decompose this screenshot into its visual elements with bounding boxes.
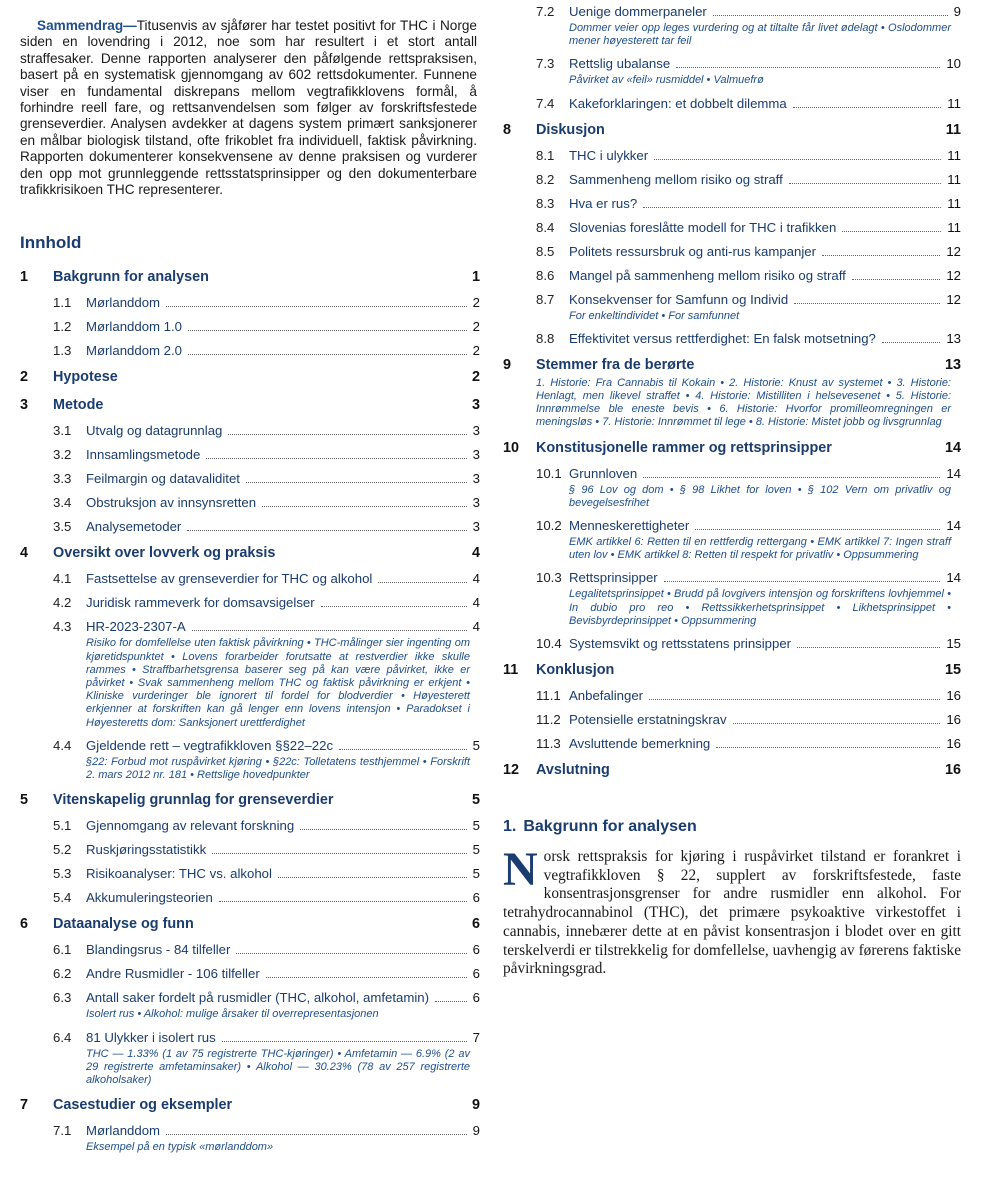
toc-section-number: 3	[20, 397, 29, 414]
toc-leader-dots	[882, 342, 940, 343]
toc-leader-dots	[166, 1134, 467, 1135]
toc-section-number: 4	[20, 545, 29, 562]
toc-section-page: 2	[471, 369, 480, 386]
toc-section-6[interactable]	[20, 916, 480, 934]
toc-subsection-number: 1.2	[53, 319, 72, 335]
toc-subsection-title[interactable]: Juridisk rammeverk for domsavsigelser	[86, 595, 315, 611]
toc-subsection-title[interactable]: Avsluttende bemerkning	[569, 736, 711, 752]
toc-leader-dots	[188, 354, 467, 355]
toc-subsection-number: 5.4	[53, 890, 72, 906]
toc-subsection-page: 14	[946, 518, 961, 534]
toc-leader-dots	[793, 107, 942, 108]
toc-subsection-number: 1.1	[53, 295, 72, 311]
toc-section-details: 1. Historie: Fra Cannabis til Kokain • 2. Historie: Knust av systemet • 3. Historie: Henlagt, men likevel straffet • 4. Historie: Mistilliten i helsevesenet • 5. Historie: Innrømmelse ble eneste bevis • 6. Historie: Hvorfor promilleomregningen er meningsløs • 7. Historie: Innrømmet til lege • 8. Historie: Mistet jobb og livsgrunnlag	[536, 376, 951, 429]
toc-subsection-title[interactable]: Gjennomgang av relevant forskning	[86, 818, 295, 834]
toc-subsection-title[interactable]: Blandingsrus - 84 tilfeller	[86, 942, 231, 958]
toc-subsection-page: 4	[472, 571, 480, 587]
toc-subsection-number: 4.3	[53, 619, 72, 635]
toc-leader-dots	[246, 482, 467, 483]
toc-subsection-8-6[interactable]	[503, 268, 961, 284]
toc-leader-dots	[266, 977, 467, 978]
toc-subsection-number: 6.1	[53, 942, 72, 958]
toc-subsection-6-3[interactable]	[20, 990, 480, 1006]
toc-subsection-number: 10.2	[536, 518, 562, 534]
toc-section-number: 9	[503, 356, 512, 373]
toc-section-number: 10	[503, 439, 520, 456]
toc-subsection-3-5[interactable]	[20, 519, 480, 535]
toc-subsection-number: 6.4	[53, 1029, 72, 1045]
toc-subsection-title[interactable]: Gjeldende rett – vegtrafikkloven §§22–22c	[86, 737, 334, 753]
toc-section-number: 6	[20, 916, 29, 933]
toc-subsection-page: 13	[946, 330, 961, 346]
toc-subsection-number: 4.2	[53, 595, 72, 611]
toc-subsection-title[interactable]: Obstruksjon av innsynsretten	[86, 495, 257, 511]
toc-subsection-page: 11	[947, 195, 961, 211]
toc-left	[20, 269, 480, 1154]
toc-subsection-number: 4.4	[53, 737, 72, 753]
toc-subsection-title[interactable]: Antall saker fordelt på rusmidler (THC, alkohol, amfetamin)	[86, 990, 429, 1006]
toc-leader-dots	[378, 582, 466, 583]
toc-subsection-page: 2	[472, 319, 480, 335]
toc-subsection-1-3[interactable]	[20, 343, 480, 359]
toc-leader-dots	[278, 877, 467, 878]
toc-subsection-3-3[interactable]	[20, 471, 480, 487]
toc-section-number: 1	[20, 269, 29, 286]
toc-subsection-4-1[interactable]	[20, 571, 480, 587]
toc-subsection-title[interactable]: Politets ressursbruk og anti-rus kampanjer	[569, 243, 817, 259]
toc-subsection-number: 3.3	[53, 471, 72, 487]
toc-subsection-page: 11	[947, 147, 961, 163]
toc-subsection-title[interactable]: Risikoanalyser: THC vs. alkohol	[86, 866, 272, 882]
toc-subsection-number: 11.2	[536, 712, 561, 728]
toc-leader-dots	[654, 159, 941, 160]
toc-subsection-title[interactable]: Mørlanddom	[86, 1123, 161, 1139]
toc-section-7[interactable]	[20, 1097, 480, 1115]
toc-subsection-number: 7.3	[536, 56, 555, 72]
toc-subsection-page: 3	[472, 423, 480, 439]
toc-section-12[interactable]	[503, 762, 961, 780]
toc-subsection-5-4[interactable]	[20, 890, 480, 906]
toc-subsection-page: 3	[472, 495, 480, 511]
toc-subsection-page: 6	[472, 966, 480, 982]
toc-subsection-title[interactable]: Rettsprinsipper	[569, 570, 658, 586]
toc-section-number: 11	[503, 662, 519, 679]
toc-subsection-title[interactable]: 81 Ulykker i isolert rus	[86, 1029, 216, 1045]
toc-section-number: 12	[503, 762, 520, 779]
toc-subsection-number: 3.5	[53, 519, 72, 535]
toc-subsection-3-4[interactable]	[20, 495, 480, 511]
toc-section-page: 3	[471, 397, 480, 414]
toc-subsection-details: § 96 Lov og dom • § 98 Likhet for loven • § 102 Vern om privatliv og bevegelsesfrihet	[569, 483, 951, 509]
toc-subsection-7-2[interactable]	[503, 4, 961, 20]
toc-leader-dots	[166, 306, 467, 307]
toc-section-title[interactable]: Vitenskapelig grunnlag for grenseverdier	[53, 792, 334, 809]
toc-section-title[interactable]: Konklusjon	[536, 662, 615, 679]
toc-section-page: 11	[945, 121, 961, 138]
toc-subsection-page: 3	[472, 471, 480, 487]
toc-section-page: 4	[471, 545, 480, 562]
toc-subsection-title[interactable]: Mørlanddom	[86, 295, 161, 311]
toc-subsection-page: 5	[472, 842, 480, 858]
toc-subsection-title[interactable]: Menneskerettigheter	[569, 518, 690, 534]
toc-subsection-number: 8.8	[536, 330, 555, 346]
toc-subsection-title[interactable]: Grunnloven	[569, 465, 638, 481]
toc-leader-dots	[262, 506, 467, 507]
toc-subsection-details: EMK artikkel 6: Retten til en rettferdig rettergang • EMK artikkel 7: Ingen straff uten lov • EMK artikkel 8: Retten til respekt for privatliv • Oppsummering	[569, 536, 951, 562]
toc-leader-dots	[695, 529, 940, 530]
toc-subsection-number: 5.2	[53, 842, 72, 858]
toc-section-page: 6	[471, 916, 480, 933]
toc-subsection-title[interactable]: Akkumuleringsteorien	[86, 890, 213, 906]
toc-section-title[interactable]: Dataanalyse og funn	[53, 916, 194, 933]
toc-subsection-10-4[interactable]	[503, 636, 961, 652]
toc-subsection-title[interactable]: Effektivitet versus rettferdighet: En falsk motsetning?	[569, 330, 876, 346]
toc-subsection-number: 8.6	[536, 267, 555, 283]
toc-subsection-title[interactable]: THC i ulykker	[569, 147, 649, 163]
toc-subsection-page: 2	[472, 295, 480, 311]
toc-subsection-number: 6.2	[53, 966, 72, 982]
toc-subsection-number: 7.4	[536, 95, 555, 111]
toc-leader-dots	[188, 330, 467, 331]
abstract-text: Titusenvis av sjåfører har testet positivt for THC i Norge siden en lovendring i 2012, noe som har resultert i et stort antall straffesaker. Denne rapporten analyserer den påfølgende rettspraksisen, basert på en systematisk gjennomgang av 602 rettsdokumenter. Funnene viser en fundamental diskrepans mellom vegtrafikklovens formål, å forhindre reell fare, og rettsanvendelsen som følger av forskriftsfestede grenseverdier. Analysen avdekker at dagens system primært sanksjonerer en målbar biologisk tilstand, ofte frikoblet fra individuell, faktisk påvirkning. Rapporten dokumenterer konsekvensene av denne praksisen og vurderer den opp mot grunnleggende rettsstatsprinsipper og den dokumenterbare trafikkrisikoen THC representerer.	[20, 18, 477, 198]
toc-subsection-number: 11.1	[536, 688, 561, 704]
toc-subsection-number: 10.1	[536, 465, 562, 481]
toc-subsection-title[interactable]: Utvalg og datagrunnlag	[86, 423, 223, 439]
toc-section-page: 13	[944, 356, 961, 373]
toc-subsection-page: 4	[472, 595, 480, 611]
toc-subsection-page: 6	[472, 942, 480, 958]
toc-subsection-details: Dommer veier opp leges vurdering og at tiltalte får livet ødelagt • Oslodommer mener høyesterett tar feil	[569, 22, 951, 48]
toc-leader-dots	[222, 1041, 467, 1042]
toc-subsection-number: 6.3	[53, 990, 72, 1006]
toc-section-page: 15	[944, 662, 961, 679]
toc-subsection-number: 10.4	[536, 636, 562, 652]
toc-subsection-11-3[interactable]	[503, 736, 961, 752]
toc-subsection-8-2[interactable]	[503, 172, 961, 188]
dropcap: N	[503, 843, 538, 897]
toc-leader-dots	[187, 530, 466, 531]
toc-subsection-1-1[interactable]	[20, 295, 480, 311]
toc-subsection-page: 11	[947, 219, 961, 235]
right-column	[503, 4, 961, 979]
toc-subsection-11-1[interactable]	[503, 688, 961, 704]
toc-leader-dots	[649, 699, 940, 700]
toc-section-title[interactable]: Casestudier og eksempler	[53, 1097, 233, 1114]
toc-subsection-details: THC — 1.33% (1 av 75 registrerte THC-kjøringer) • Amfetamin — 6.9% (2 av 29 registrerte amfetaminsaker) • Alkohol — 30.23% (78 av 257 registrerte alkoholsaker)	[86, 1047, 470, 1086]
toc-subsection-title[interactable]: Slovenias foreslåtte modell for THC i trafikken	[569, 219, 837, 235]
toc-subsection-page: 9	[953, 4, 961, 19]
toc-leader-dots	[822, 255, 940, 256]
toc-leader-dots	[733, 723, 941, 724]
toc-section-page: 14	[944, 439, 961, 456]
toc-subsection-number: 7.2	[536, 4, 555, 19]
toc-subsection-10-3[interactable]	[503, 570, 961, 586]
toc-subsection-page: 11	[947, 95, 961, 111]
toc-section-2[interactable]	[20, 369, 480, 387]
toc-leader-dots	[676, 67, 940, 68]
toc-subsection-page: 6	[472, 990, 480, 1006]
toc-subsection-4-3[interactable]	[20, 619, 480, 635]
toc-subsection-details: Eksempel på en typisk «mørlanddom»	[86, 1141, 274, 1154]
toc-subsection-page: 12	[946, 267, 961, 283]
toc-leader-dots	[192, 630, 467, 631]
toc-leader-dots	[435, 1001, 467, 1002]
toc-subsection-5-2[interactable]	[20, 842, 480, 858]
toc-subsection-1-2[interactable]	[20, 319, 480, 335]
toc-subsection-title[interactable]: HR-2023-2307-A	[86, 619, 186, 635]
toc-subsection-page: 5	[472, 866, 480, 882]
abstract	[20, 18, 480, 198]
toc-section-title[interactable]: Metode	[53, 397, 104, 414]
toc-subsection-number: 11.3	[536, 736, 561, 752]
toc-section-title[interactable]: Avslutning	[536, 762, 610, 779]
toc-title: Innhold	[20, 233, 82, 253]
toc-subsection-page: 2	[472, 343, 480, 359]
toc-subsection-number: 3.4	[53, 495, 72, 511]
toc-section-11[interactable]	[503, 662, 961, 680]
toc-leader-dots	[789, 183, 942, 184]
toc-leader-dots	[716, 747, 940, 748]
toc-subsection-title[interactable]: Mørlanddom 1.0	[86, 319, 183, 335]
toc-subsection-10-1[interactable]	[503, 466, 961, 482]
toc-subsection-title[interactable]: Fastsettelse av grenseverdier for THC og alkohol	[86, 571, 373, 587]
abstract-lead: Sammendrag—	[37, 18, 137, 33]
toc-subsection-7-1[interactable]	[20, 1123, 480, 1139]
toc-subsection-3-1[interactable]	[20, 423, 480, 439]
toc-subsection-title[interactable]: Uenige dommerpaneler	[569, 4, 707, 19]
toc-subsection-number: 8.4	[536, 219, 555, 235]
toc-leader-dots	[206, 458, 466, 459]
toc-subsection-page: 16	[946, 712, 961, 728]
toc-leader-dots	[842, 231, 941, 232]
toc-subsection-11-2[interactable]	[503, 712, 961, 728]
toc-subsection-title[interactable]: Analysemetoder	[86, 519, 182, 535]
toc-subsection-title[interactable]: Konsekvenser for Samfunn og Individ	[569, 291, 789, 307]
toc-subsection-details: Isolert rus • Alkohol: mulige årsaker til overrepresentasjonen	[86, 1008, 379, 1021]
toc-subsection-title[interactable]: Hva er rus?	[569, 195, 638, 211]
toc-subsection-6-1[interactable]	[20, 942, 480, 958]
toc-subsection-page: 16	[946, 688, 961, 704]
toc-leader-dots	[643, 207, 941, 208]
toc-leader-dots	[300, 829, 466, 830]
toc-subsection-page: 4	[472, 619, 480, 635]
toc-subsection-5-3[interactable]	[20, 866, 480, 882]
toc-leader-dots	[797, 647, 940, 648]
toc-section-number: 7	[20, 1097, 29, 1114]
toc-subsection-number: 7.1	[53, 1123, 72, 1139]
toc-leader-dots	[794, 303, 940, 304]
toc-subsection-8-4[interactable]	[503, 220, 961, 236]
toc-subsection-details: Påvirket av «feil» rusmiddel • Valmuefrø	[569, 74, 764, 87]
toc-section-page: 9	[471, 1097, 480, 1114]
toc-subsection-number: 8.5	[536, 243, 555, 259]
toc-leader-dots	[228, 434, 466, 435]
toc-subsection-page: 3	[472, 519, 480, 535]
toc-leader-dots	[212, 853, 466, 854]
toc-subsection-4-2[interactable]	[20, 595, 480, 611]
toc-section-number: 2	[20, 369, 29, 386]
toc-leader-dots	[643, 477, 940, 478]
toc-subsection-title[interactable]: Anbefalinger	[569, 688, 644, 704]
toc-subsection-page: 3	[472, 447, 480, 463]
toc-leader-dots	[713, 15, 948, 16]
toc-section-9[interactable]	[503, 357, 961, 375]
toc-subsection-7-4[interactable]	[503, 96, 961, 112]
toc-subsection-title[interactable]: Innsamlingsmetode	[86, 447, 201, 463]
toc-subsection-number: 5.3	[53, 866, 72, 882]
section-body	[503, 843, 961, 979]
toc-section-5[interactable]	[20, 792, 480, 810]
toc-section-title[interactable]: Diskusjon	[536, 121, 605, 138]
toc-section-number: 5	[20, 792, 29, 809]
toc-subsection-number: 10.3	[536, 570, 562, 586]
toc-subsection-title[interactable]: Feilmargin og datavaliditet	[86, 471, 240, 487]
toc-subsection-page: 9	[472, 1123, 480, 1139]
toc-subsection-number: 3.1	[53, 423, 72, 439]
toc-subsection-details: Risiko for domfellelse uten faktisk påvirkning • THC-målinger sier ingenting om kjøretidspunktet • Lovens forarbeider forutsatte at restverdier ikke skulle rammes • Straffbarhetsgrensa baserer seg på kan være påvirket, ikke er påvirket • Svak sammenheng mellom THC og faktisk påvirkning er erkjent • Kliniske vurderinger ble ignorert til fordel for blodverdier • Høyesterett erkjenner at forskriften kan gå lenger enn lovens intensjon • Paradokset i Høyesteretts dom: Sanksjonert urettferdighet	[86, 637, 470, 729]
toc-subsection-details: Legalitetsprinsippet • Brudd på lovgivers intensjon og forskriftens lovhjemmel • In dubio pro reo • Rettssikkerhetsprinsippet • Likhetsprinsippet • Bevisbyrdeprinsippet • Oppsummering	[569, 588, 951, 627]
toc-subsection-number: 8.3	[536, 195, 555, 211]
toc-subsection-details: For enkeltindividet • For samfunnet	[569, 309, 740, 322]
toc-subsection-page: 14	[946, 465, 961, 481]
toc-section-title[interactable]: Bakgrunn for analysen	[53, 269, 209, 286]
toc-section-10[interactable]	[503, 440, 961, 458]
toc-subsection-title[interactable]: Kakeforklaringen: et dobbelt dilemma	[569, 95, 787, 111]
toc-section-8[interactable]	[503, 122, 961, 140]
toc-subsection-8-1[interactable]	[503, 148, 961, 164]
toc-section-title[interactable]: Hypotese	[53, 369, 118, 386]
toc-section-title[interactable]: Oversikt over lovverk og praksis	[53, 545, 276, 562]
toc-subsection-page: 16	[946, 736, 961, 752]
section-body-text: orsk rettspraksis for kjøring i ruspåvirket tilstand er forankret i vegtrafikkloven § 22, supplert av forskriftsfestede, faste konsentrasjonsgrenser for andre rusmidler enn alkohol. For tetrahydrocannabinol (THC), det primære psykoaktive virkestoffet i cannabis, innebærer dette at en påvist konsentrasjon i blodet over en gitt terskelverdi er tilstrekkelig for domfellelse, uavhengig av førerens faktiske påvirkningsgrad.	[503, 848, 961, 978]
toc-subsection-number: 5.1	[53, 818, 72, 834]
toc-right	[503, 4, 961, 780]
toc-section-page: 16	[944, 762, 961, 779]
toc-subsection-8-3[interactable]	[503, 196, 961, 212]
section-title: Bakgrunn for analysen	[523, 818, 697, 836]
toc-section-title[interactable]: Konstitusjonelle rammer og rettsprinsipper	[536, 439, 832, 456]
toc-subsection-page: 12	[946, 243, 961, 259]
toc-leader-dots	[321, 606, 467, 607]
toc-subsection-number: 8.7	[536, 291, 555, 307]
toc-subsection-page: 6	[472, 890, 480, 906]
toc-subsection-title[interactable]: Systemsvikt og rettsstatens prinsipper	[569, 636, 792, 652]
section-number: 1.	[503, 818, 517, 836]
toc-section-4[interactable]	[20, 545, 480, 563]
toc-subsection-number: 1.3	[53, 343, 72, 359]
toc-subsection-title[interactable]: Mangel på sammenheng mellom risiko og straff	[569, 267, 846, 283]
toc-subsection-title[interactable]: Rettslig ubalanse	[569, 56, 671, 72]
toc-subsection-number: 8.2	[536, 171, 555, 187]
toc-subsection-page: 12	[946, 291, 961, 307]
toc-leader-dots	[339, 749, 467, 750]
toc-section-page: 5	[471, 792, 480, 809]
left-column	[20, 18, 480, 1154]
toc-section-title[interactable]: Stemmer fra de berørte	[536, 356, 695, 373]
toc-subsection-title[interactable]: Sammenheng mellom risiko og straff	[569, 171, 783, 187]
toc-subsection-8-8[interactable]	[503, 331, 961, 347]
toc-leader-dots	[664, 581, 941, 582]
toc-subsection-title[interactable]: Mørlanddom 2.0	[86, 343, 183, 359]
toc-leader-dots	[852, 279, 941, 280]
toc-subsection-number: 3.2	[53, 447, 72, 463]
toc-subsection-6-4[interactable]	[20, 1030, 480, 1046]
toc-subsection-page: 7	[472, 1029, 480, 1045]
toc-subsection-page: 5	[472, 737, 480, 753]
toc-subsection-title[interactable]: Andre Rusmidler - 106 tilfeller	[86, 966, 260, 982]
toc-subsection-8-7[interactable]	[503, 292, 961, 308]
toc-subsection-8-5[interactable]	[503, 244, 961, 260]
toc-subsection-5-1[interactable]	[20, 818, 480, 834]
toc-subsection-details: §22: Forbud mot ruspåvirket kjøring • §22c: Tolletatens testhjemmel • Forskrift 2. mars 2012 nr. 181 • Rettslige hovedpunkter	[86, 755, 470, 782]
toc-subsection-title[interactable]: Potensielle erstatningskrav	[569, 712, 727, 728]
toc-subsection-title[interactable]: Ruskjøringsstatistikk	[86, 842, 207, 858]
toc-subsection-page: 11	[947, 171, 961, 187]
toc-section-page: 1	[471, 269, 480, 286]
toc-section-number: 8	[503, 121, 512, 138]
toc-leader-dots	[236, 953, 466, 954]
toc-subsection-number: 4.1	[53, 571, 72, 587]
toc-subsection-3-2[interactable]	[20, 447, 480, 463]
toc-subsection-6-2[interactable]	[20, 966, 480, 982]
toc-subsection-number: 8.1	[536, 147, 555, 163]
toc-subsection-page: 14	[946, 570, 961, 586]
toc-subsection-page: 15	[946, 636, 961, 652]
toc-subsection-page: 10	[946, 56, 961, 72]
section-heading	[503, 818, 961, 836]
toc-section-1[interactable]	[20, 269, 480, 287]
toc-subsection-7-3[interactable]	[503, 56, 961, 72]
toc-subsection-4-4[interactable]	[20, 738, 480, 754]
toc-subsection-10-2[interactable]	[503, 518, 961, 534]
toc-leader-dots	[219, 901, 467, 902]
toc-subsection-page: 5	[472, 818, 480, 834]
toc-section-3[interactable]	[20, 397, 480, 415]
